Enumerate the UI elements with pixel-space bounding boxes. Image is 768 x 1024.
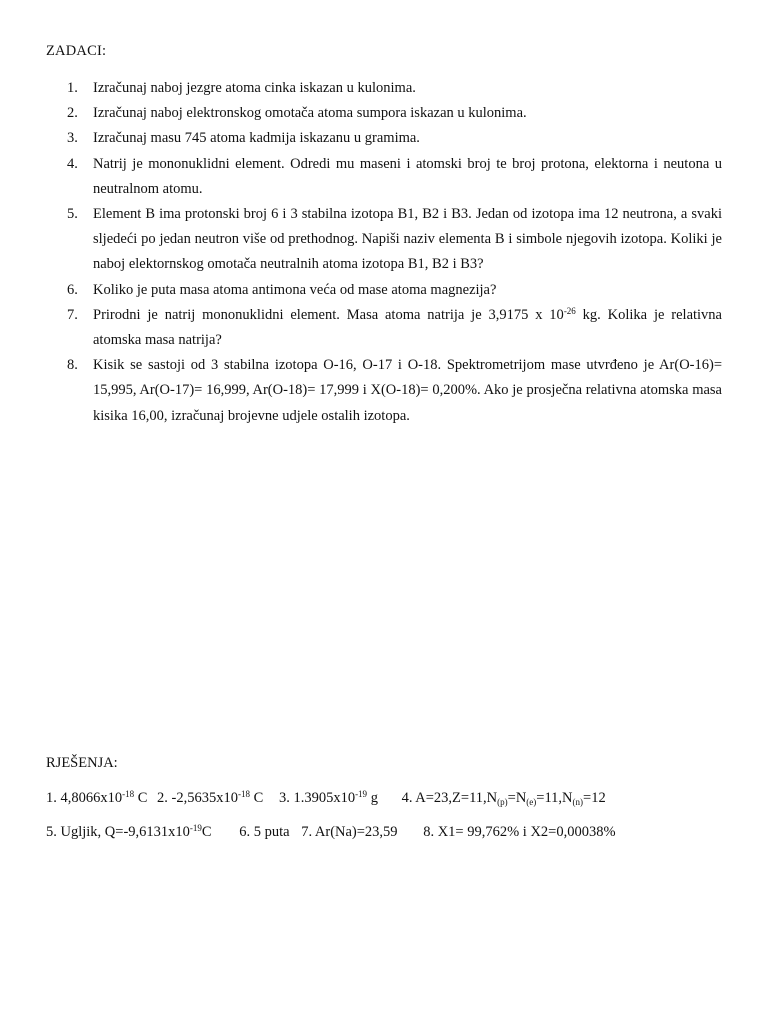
text-run: Prirodni je natrij mononuklidni element. Masa atoma natrija je 3,9175 x 10 [93, 306, 564, 323]
text-run: 7. Ar(Na)=23,59 [301, 824, 398, 840]
solution-item [46, 790, 147, 806]
task-number: 3. [67, 130, 78, 147]
text-run: 2. -2,5635x10 [157, 790, 239, 806]
text-run: Kisik se sastoji od 3 stabilna izotopa O-16, O-17 i O-18. Spektrometrijom mase utvrđeno je Ar(O-16)= 15,995, Ar(O-17)= 16,999, Ar(O-18)= 17,999 i X(O-18)= 0,200%. Ako je prosječna relativna atomska masa kisika 16,00, izračunaj brojevne udjele ostalih izotopa. [93, 357, 722, 424]
task-item [46, 303, 722, 353]
text-run: C [250, 790, 264, 806]
task-number: 4. [67, 155, 78, 172]
task-text [93, 357, 722, 423]
text-run: =11,N [536, 790, 573, 806]
subscript: (p) [497, 797, 508, 807]
task-number: 6. [67, 281, 78, 298]
task-text [93, 156, 722, 197]
task-number: 8. [67, 357, 78, 374]
task-text [93, 307, 722, 348]
task-item [46, 353, 722, 429]
task-item [46, 76, 722, 101]
solution-item [402, 790, 606, 806]
text-run: 5. Ugljik, Q=-9,6131x10 [46, 824, 190, 840]
text-run: Izračunaj naboj elektronskog omotača atoma sumpora iskazan u kulonima. [93, 105, 527, 122]
superscript: -19 [189, 823, 202, 833]
task-item [46, 101, 722, 126]
text-run: Element B ima protonski broj 6 i 3 stabilna izotopa B1, B2 i B3. Jedan od izotopa ima 12 neutrona, a svaki sljedeći po jedan neutron više od prethodnog. Napiši naziv elementa B i simbole njegovih izotopa. Koliki je naboj elektornskog omotača neutralnih atoma izotopa B1, B2 i B3? [93, 206, 722, 273]
task-number: 1. [67, 80, 78, 96]
solutions-line [46, 790, 606, 807]
solutions-heading: RJEŠENJA: [46, 755, 118, 771]
task-list [46, 76, 722, 429]
solution-item [157, 790, 263, 806]
solution-item [301, 824, 397, 840]
task-item [46, 202, 722, 278]
superscript: -19 [355, 789, 368, 799]
task-text [93, 105, 527, 121]
task-text [93, 80, 416, 96]
text-run: kg. Kolika je relativna atomska masa natrija? [93, 306, 722, 349]
task-text [93, 206, 722, 272]
superscript: -18 [238, 789, 251, 799]
subscript: (n) [572, 797, 584, 807]
solution-item [279, 790, 378, 806]
subscript: (e) [526, 797, 537, 807]
task-number: 7. [67, 306, 78, 323]
solution-item [423, 824, 615, 840]
text-run: Natrij je mononuklidni element. Odredi mu maseni i atomski broj te broj protona, elektorna i neutona u neutralnom atomu. [93, 155, 722, 197]
task-text [93, 282, 496, 298]
text-run: 6. 5 puta [239, 824, 290, 840]
text-run: 1. 4,8066x10 [46, 790, 123, 806]
text-run: 4. A=23,Z=11,N [401, 790, 498, 806]
text-run: =12 [583, 790, 606, 806]
text-run: Izračunaj naboj jezgre atoma cinka iskazan u kulonima. [93, 80, 416, 96]
task-number: 5. [67, 206, 78, 223]
tasks-heading: ZADACI: [46, 43, 107, 59]
task-number: 2. [67, 105, 78, 122]
solution-item [239, 824, 289, 840]
task-item [46, 152, 722, 202]
text-run: Izračunaj masu 745 atoma kadmija iskazanu u gramima. [93, 130, 420, 147]
task-item [46, 126, 722, 151]
text-run: =N [507, 790, 527, 806]
superscript: -18 [122, 789, 135, 799]
solution-item [46, 824, 212, 840]
text-run: 3. 1.3905x10 [278, 790, 356, 806]
task-item [46, 278, 722, 303]
text-run: g [367, 790, 378, 806]
text-run: 8. X1= 99,762% i X2=0,00038% [423, 824, 616, 840]
text-run: C [201, 824, 212, 840]
task-text [93, 130, 420, 146]
text-run: Koliko je puta masa atoma antimona veća od mase atoma magnezija? [93, 281, 497, 298]
superscript: -26 [563, 305, 576, 316]
solutions-line [46, 824, 616, 841]
text-run: C [134, 790, 148, 806]
